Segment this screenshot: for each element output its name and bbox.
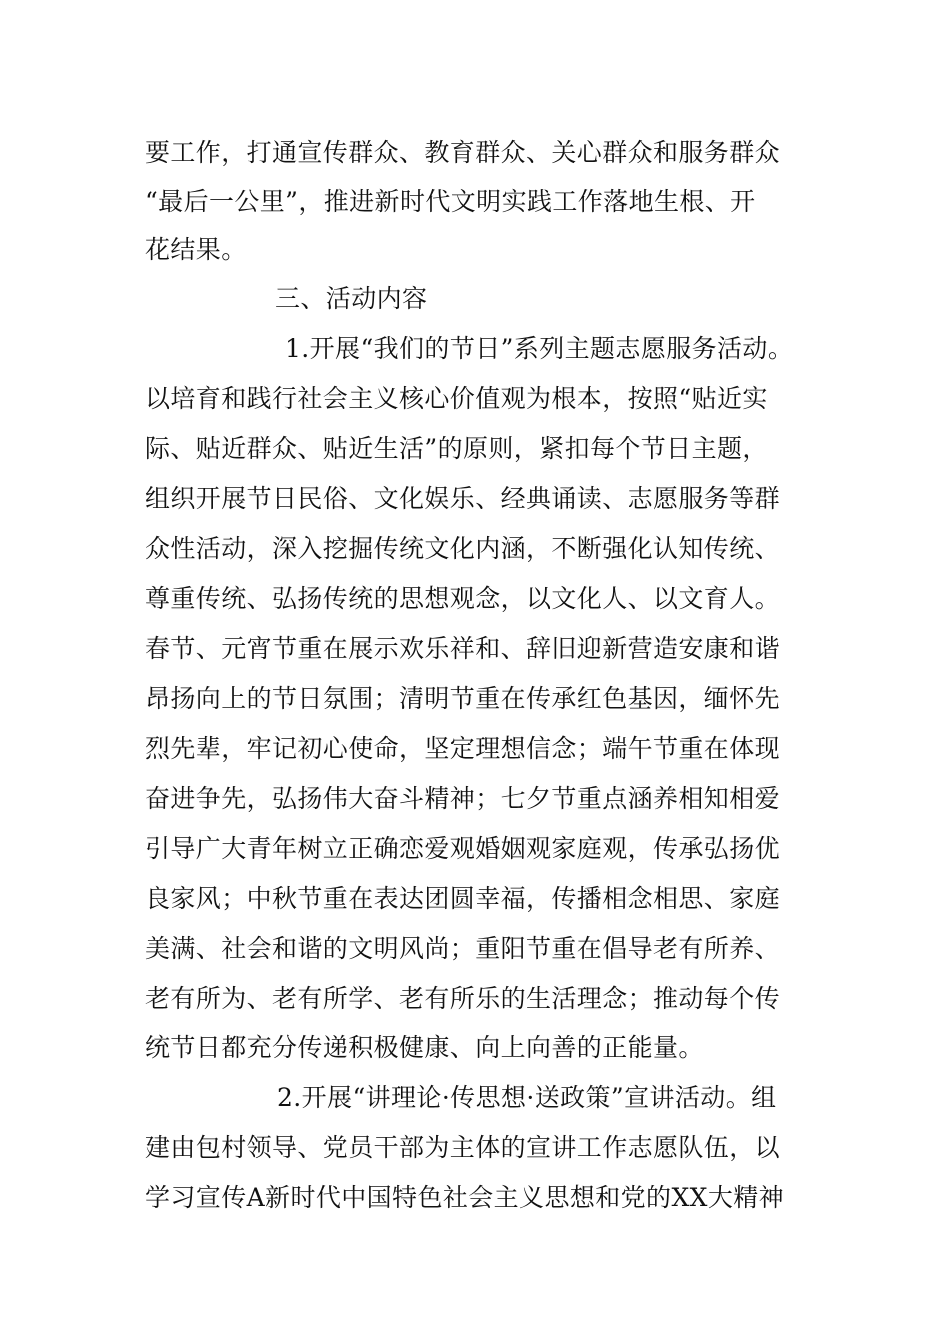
paragraph-line: 引导广大青年树立正确恋爱观婚姻观家庭观，传承弘扬优 bbox=[145, 834, 781, 863]
section-heading: 三、活动内容 bbox=[275, 284, 428, 313]
item-heading: 2.开展“讲理论·传思想·送政策”宣讲活动。组 bbox=[277, 1083, 777, 1112]
paragraph-line: 众性活动，深入挖掘传统文化内涵，不断强化认知传统、 bbox=[145, 534, 781, 563]
paragraph-line: 要工作，打通宣传群众、教育群众、关心群众和服务群众 bbox=[145, 138, 781, 167]
paragraph-line: 际、贴近群众、贴近生活”的原则，紧扣每个节日主题， bbox=[145, 434, 768, 463]
paragraph-line: 花结果。 bbox=[145, 235, 247, 264]
paragraph-line: 以培育和践行社会主义核心价值观为根本，按照“贴近实 bbox=[145, 384, 768, 413]
paragraph-line: 美满、社会和谐的文明风尚；重阳节重在倡导老有所养、 bbox=[145, 934, 781, 963]
paragraph-line: 建由包村领导、党员干部为主体的宣讲工作志愿队伍，以 bbox=[145, 1133, 781, 1162]
paragraph-line: 奋进争先，弘扬伟大奋斗精神；七夕节重点涵养相知相爱 bbox=[145, 784, 781, 813]
paragraph-line: 烈先辈，牢记初心使命，坚定理想信念；端午节重在体现 bbox=[145, 734, 781, 763]
paragraph-line: 昂扬向上的节日氛围；清明节重在传承红色基因，缅怀先 bbox=[145, 684, 781, 713]
paragraph-line: 尊重传统、弘扬传统的思想观念，以文化人、以文育人。 bbox=[145, 584, 781, 613]
paragraph-line: 统节日都充分传递积极健康、向上向善的正能量。 bbox=[145, 1033, 704, 1062]
paragraph-line: 良家风；中秋节重在表达团圆幸福，传播相念相思、家庭 bbox=[145, 884, 781, 913]
paragraph-line: 学习宣传A新时代中国特色社会主义思想和党的XX大精神 bbox=[145, 1183, 785, 1212]
paragraph-line: 老有所为、老有所学、老有所乐的生活理念；推动每个传 bbox=[145, 984, 781, 1013]
paragraph-line: 春节、元宵节重在展示欢乐祥和、辞旧迎新营造安康和谐 bbox=[145, 634, 781, 663]
paragraph-line: “最后一公里”，推进新时代文明实践工作落地生根、开 bbox=[145, 187, 756, 216]
item-heading: 1.开展“我们的节日”系列主题志愿服务活动。 bbox=[285, 334, 794, 363]
paragraph-line: 组织开展节日民俗、文化娱乐、经典诵读、志愿服务等群 bbox=[145, 484, 781, 513]
